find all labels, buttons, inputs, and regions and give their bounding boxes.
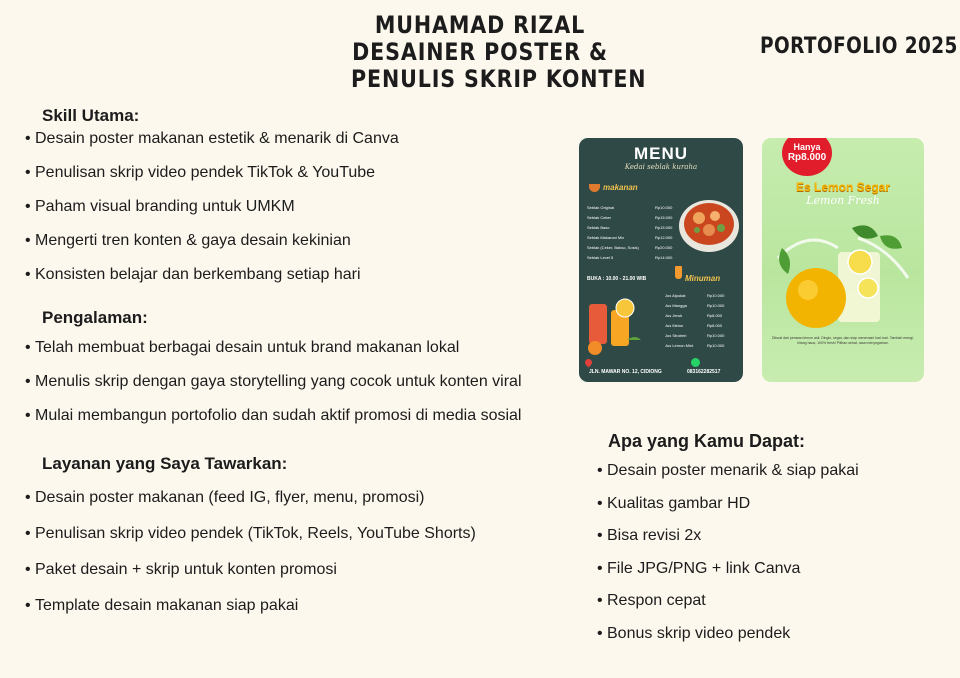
item-price: Rp14.000 xyxy=(655,255,673,260)
list-item: • Desain poster makanan (feed IG, flyer, menu, promosi) xyxy=(25,489,476,525)
list-item: • Telah membuat berbagai desain untuk brand makanan lokal xyxy=(25,339,522,373)
portfolio-label: PORTOFOLIO 2025 xyxy=(760,34,958,59)
menu-food-item xyxy=(587,215,673,220)
item-name: Jus Melon xyxy=(665,323,684,328)
title-line-name: MUHAMAD RIZAL xyxy=(374,11,586,39)
menu-phone: 083162282517 xyxy=(687,369,721,375)
item-price: Rp15.000 xyxy=(655,225,673,230)
item-price: Rp10.000 xyxy=(655,205,673,210)
juice-glasses-image xyxy=(581,290,643,356)
menu-food-item xyxy=(587,235,673,240)
experience-heading: Pengalaman: xyxy=(42,308,148,327)
list-item: • Mulai membangun portofolio dan sudah aktif promosi di media sosial xyxy=(25,407,522,441)
title-line-role-1: DESAINER POSTER & xyxy=(352,38,608,66)
item-price: Rp8.000 xyxy=(707,313,723,318)
list-item: • Bonus skrip video pendek xyxy=(597,625,859,658)
item-price: Rp10.000 xyxy=(707,303,725,308)
item-price: Rp12.000 xyxy=(655,235,673,240)
lemon-drink-image xyxy=(768,218,918,334)
benefits-heading: Apa yang Kamu Dapat: xyxy=(608,431,806,451)
menu-drink-item xyxy=(665,313,723,318)
list-item: • Konsisten belajar dan berkembang setiap hari xyxy=(25,266,399,300)
item-name: Jus Jeruk xyxy=(665,313,683,318)
list-item: • Paket desain + skrip untuk konten promosi xyxy=(25,561,476,597)
list-item: • Template desain makanan siap pakai xyxy=(25,597,476,633)
list-item: • Mengerti tren konten & gaya desain kekinian xyxy=(25,232,399,266)
price-badge xyxy=(782,138,832,176)
list-item: • Paham visual branding untuk UMKM xyxy=(25,198,399,232)
list-item: • Menulis skrip dengan gaya storytelling yang cocok untuk konten viral xyxy=(25,373,522,407)
lemon-poster-sample xyxy=(762,138,924,382)
menu-food-item xyxy=(587,245,673,250)
list-item: • Kualitas gambar HD xyxy=(597,495,859,528)
item-price: Rp8.000 xyxy=(707,323,723,328)
badge-line-1: Hanya xyxy=(793,142,821,152)
item-name: Seblak (Ceker, Bakso, Sosis) xyxy=(587,245,639,250)
item-price: Rp20.000 xyxy=(655,245,673,250)
menu-poster-sample xyxy=(579,138,743,382)
list-item: • Desain poster menarik & siap pakai xyxy=(597,462,859,495)
list-item: • File JPG/PNG + link Canva xyxy=(597,560,859,593)
menu-poster-title: MENU xyxy=(633,144,689,163)
menu-food-heading: makanan xyxy=(603,183,638,192)
menu-drink-item xyxy=(665,293,725,298)
menu-drink-item xyxy=(665,333,725,338)
skills-heading: Skill Utama: xyxy=(42,106,140,125)
food-icon xyxy=(589,184,600,192)
item-name: Jus Stroberi xyxy=(665,333,687,338)
list-item: • Respon cepat xyxy=(597,592,859,625)
item-price: Rp10.000 xyxy=(707,333,725,338)
list-item: • Desain poster makanan estetik & menarik di Canva xyxy=(25,130,399,164)
whatsapp-icon xyxy=(691,358,700,367)
item-name: Jus Mangga xyxy=(665,303,687,308)
title-line-role-2: PENULIS SKRIP KONTEN xyxy=(351,65,647,93)
menu-drink-item xyxy=(665,343,725,348)
lemon-poster-title: Es Lemon Segar xyxy=(795,180,891,194)
menu-drink-heading: Minuman xyxy=(685,274,721,283)
lemon-poster-description: Dibuat dari perasan lemon asli. Dingin, segar, dan siap menemani hari-hari. Tambah energi, hilang haus, 100% fresh! Pilihan sehat, rasa menyegarkan. xyxy=(772,336,914,345)
item-name: Seblak Original xyxy=(587,205,615,210)
menu-food-item xyxy=(587,225,673,230)
list-item: • Penulisan skrip video pendek TikTok & YouTube xyxy=(25,164,399,198)
menu-opening-hours: BUKA : 10.00 - 21.00 WIB xyxy=(587,276,647,282)
item-name: Seblak Makaroni Mix xyxy=(587,235,625,240)
item-name: Jus Lemon Mint xyxy=(665,343,694,348)
item-name: Seblak Level 5 xyxy=(587,255,614,260)
drink-icon xyxy=(675,266,682,279)
lemon-poster-script: Lemon Fresh xyxy=(806,194,880,207)
item-name: Seblak Ceker xyxy=(587,215,612,220)
menu-poster-subtitle: Kedai seblak kuraha xyxy=(624,163,698,171)
benefits-list xyxy=(597,462,859,657)
menu-food-item xyxy=(587,255,673,260)
services-list xyxy=(25,489,476,633)
badge-line-2: Rp8.000 xyxy=(787,152,827,163)
item-name: Jus Alpukat xyxy=(665,293,686,298)
item-price: Rp15.000 xyxy=(655,215,673,220)
menu-drink-item xyxy=(665,303,725,308)
location-pin-icon xyxy=(584,358,594,368)
list-item: • Bisa revisi 2x xyxy=(597,527,859,560)
list-item: • Penulisan skrip video pendek (TikTok, Reels, YouTube Shorts) xyxy=(25,525,476,561)
item-name: Seblak Baso xyxy=(587,225,610,230)
menu-drink-item xyxy=(665,323,723,328)
document-title xyxy=(351,11,647,93)
item-price: Rp10.000 xyxy=(707,293,725,298)
services-heading: Layanan yang Saya Tawarkan: xyxy=(42,454,288,473)
item-price: Rp10.000 xyxy=(707,343,725,348)
skills-list xyxy=(25,130,399,300)
seblak-bowl-image xyxy=(675,194,741,254)
experience-list xyxy=(25,339,522,441)
menu-address: JLN. MAWAR NO. 12, CIDIONG xyxy=(589,369,662,375)
menu-food-item xyxy=(587,205,673,210)
